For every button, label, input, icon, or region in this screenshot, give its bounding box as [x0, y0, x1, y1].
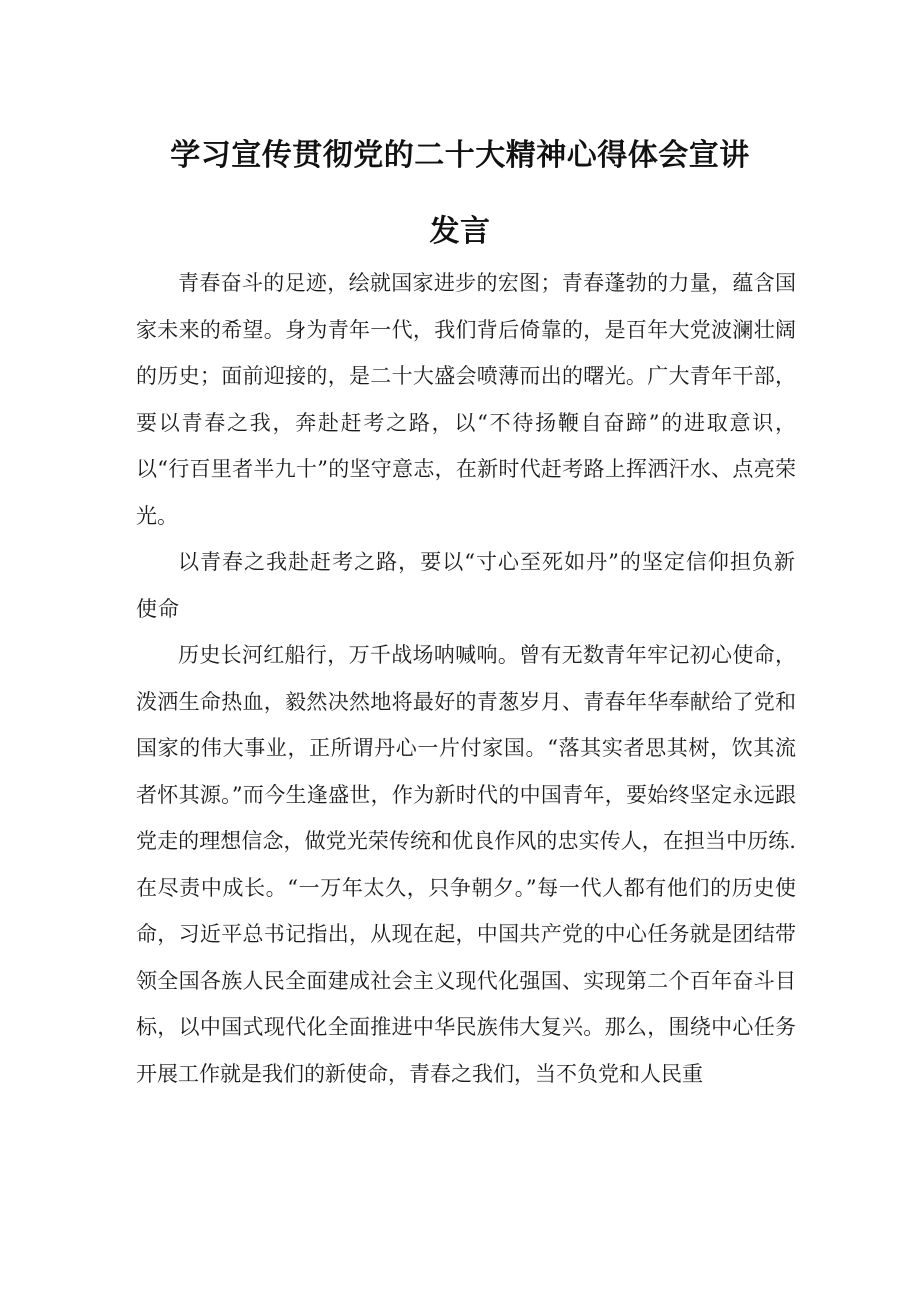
- document-title-line1: 学习宣传贯彻党的二十大精神心得体会宣讲: [170, 138, 750, 173]
- document-body: [136, 260, 796, 1097]
- section-heading: 以青春之我赴赶考之路，要以“寸心至死如丹”的坚定信仰担负新使命: [136, 550, 796, 621]
- document-title-line2: 发言: [429, 214, 491, 249]
- paragraph-intro: 青春奋斗的足迹，绘就国家进步的宏图；青春蓬勃的力量，蕴含国家未来的希望。身为青年一代，我们背后倚靠的，是百年大党波澜壮阔的历史；面前迎接的，是二十大盛会喷薄而出的曙光。广大青年干部，要以青春之我，奔赴赶考之路，以“不待扬鞭自奋蹄”的进取意识，以“行百里者半九十”的坚守意志，在新时代赶考路上挥洒汗水、点亮荣光。: [136, 271, 796, 528]
- paragraph-history: 历史长河红船行，万千战场呐喊响。曾有无数青年牢记初心使命，泼洒生命热血，毅然决然地将最好的青葱岁月、青春年华奉献给了党和国家的伟大事业，正所谓丹心一片付家国。“落其实者思其树，饮其流者怀其源。”而今生逢盛世，作为新时代的中国青年，要始终坚定永远跟党走的理想信念，做党光荣传统和优良作风的忠实传人，在担当中历练.在尽责中成长。“一万年太久，只争朝夕。”每一代人都有他们的历史使命，习近平总书记指出，从现在起，中国共产党的中心任务就是团结带领全国各族人民全面建成社会主义现代化强国、实现第二个百年奋斗目标，以中国式现代化全面推进中华民族伟大复兴。那么，围绕中心任务开展工作就是我们的新使命，青春之我们，当不负党和人民重: [136, 643, 796, 1086]
